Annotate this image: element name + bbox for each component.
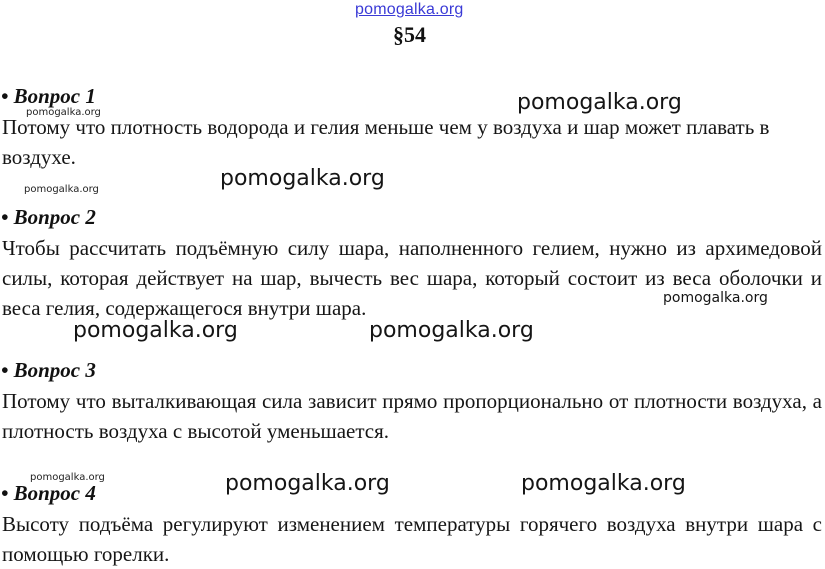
watermark: pomogalka.org [26, 107, 101, 118]
question-4-answer: Высоту подъёма регулируют изменением температуры горячего воздуха внутри шара с помощью горелки. [2, 512, 822, 566]
question-2-heading: • Вопрос 2 [1, 205, 96, 229]
question-2-answer: Чтобы рассчитать подъёмную силу шара, наполненного гелием, нужно из архимедовой силы, которая действует на шар, вычесть вес шара, который состоит из веса оболочки и веса гелия, содержащегося внутри шара. [2, 236, 822, 320]
question-1-heading: • Вопрос 1 [1, 84, 96, 108]
watermark: pomogalka.org [663, 290, 768, 306]
question-3-answer: Потому что выталкивающая сила зависит прямо пропорционально от плотности воздуха, а плотность воздуха с высотой уменьшается. [2, 389, 822, 443]
watermark: pomogalka.org [220, 166, 385, 191]
watermark: pomogalka.org [30, 472, 105, 483]
question-3-heading: • Вопрос 3 [1, 358, 96, 382]
site-link[interactable]: pomogalka.org [355, 1, 464, 18]
watermark: pomogalka.org [369, 318, 534, 343]
watermark: pomogalka.org [521, 471, 686, 496]
watermark: pomogalka.org [24, 184, 99, 195]
watermark: pomogalka.org [73, 318, 238, 343]
question-1-answer: Потому что плотность водорода и гелия меньше чем у воздуха и шар может плавать в воздухе. [2, 115, 770, 169]
watermark: pomogalka.org [517, 90, 682, 115]
watermark: pomogalka.org [225, 471, 390, 496]
question-4-heading: • Вопрос 4 [1, 481, 96, 505]
section-title: §54 [393, 22, 426, 47]
